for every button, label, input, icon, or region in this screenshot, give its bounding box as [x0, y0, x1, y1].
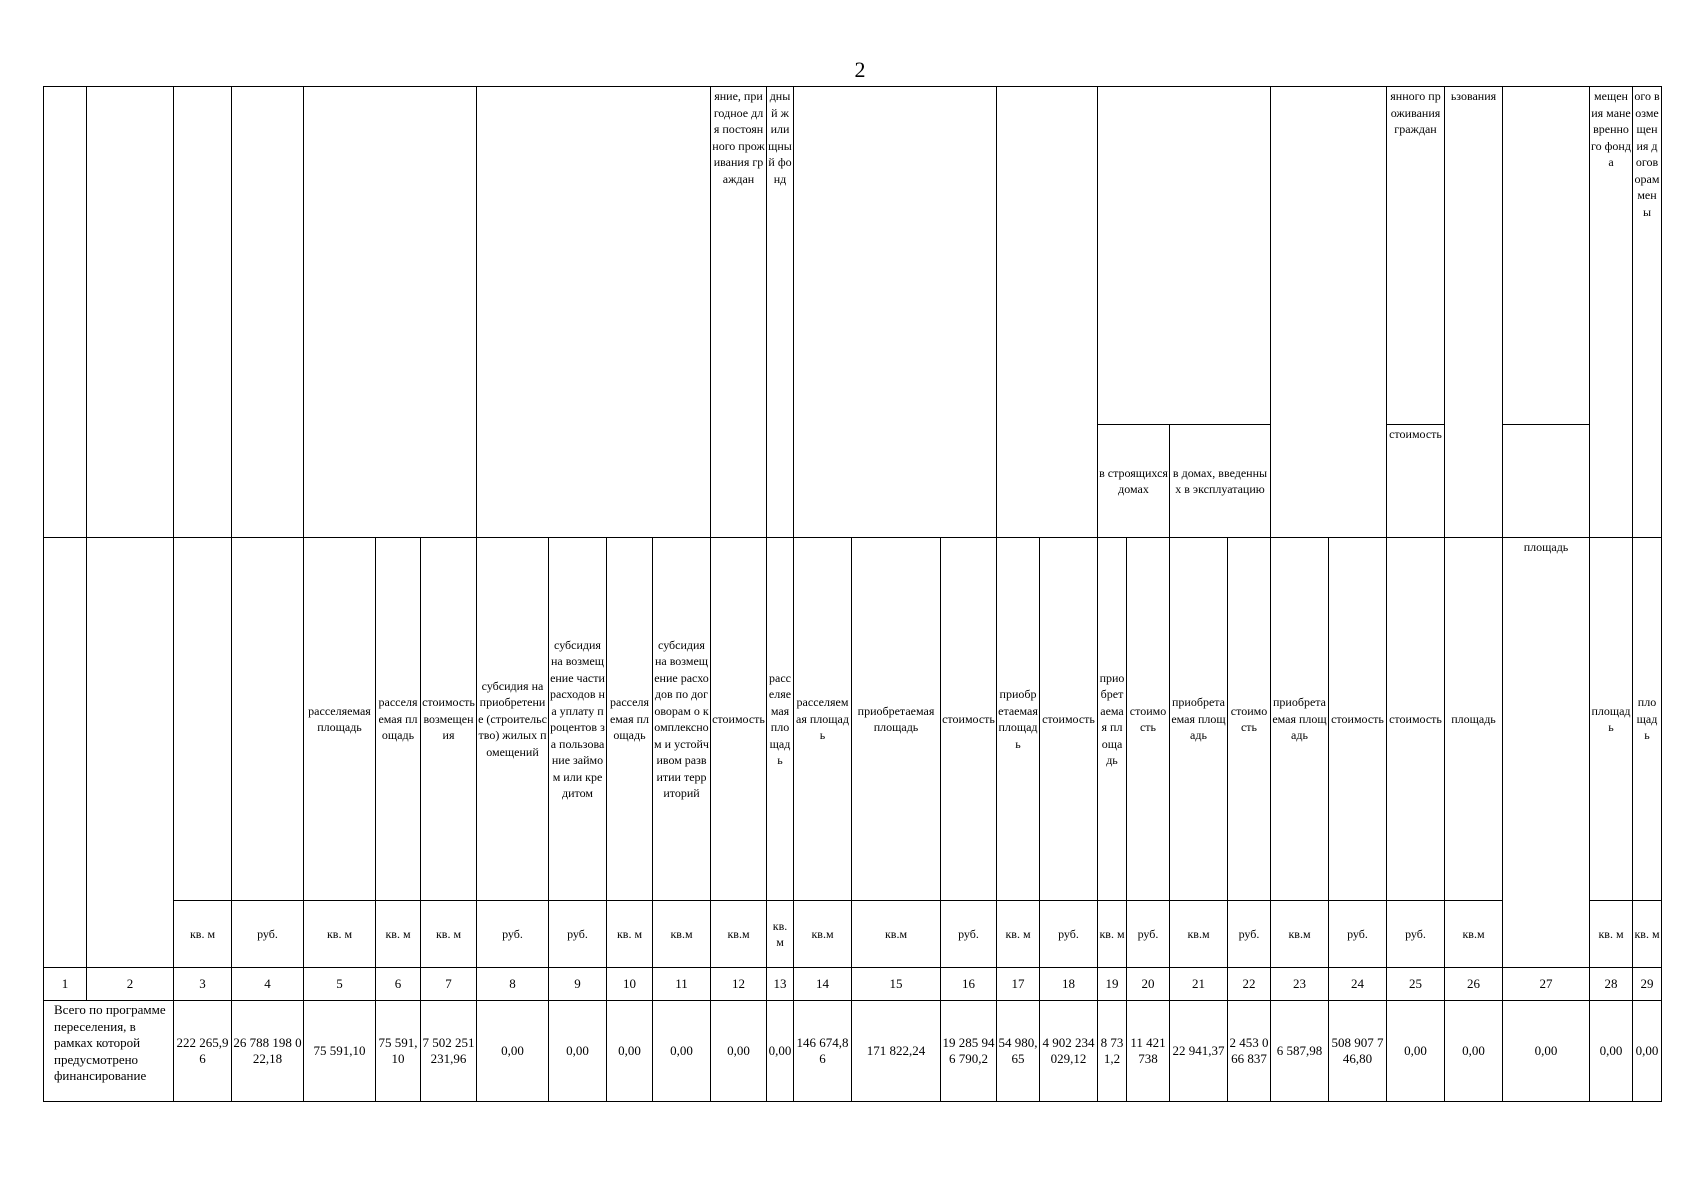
total-c14: 146 674,86: [794, 1001, 852, 1102]
unit-c24: руб.: [1329, 901, 1387, 968]
hdr-c5: расселяемая площадь: [304, 538, 376, 901]
total-c18: 4 902 234 029,12: [1040, 1001, 1098, 1102]
hdr-c9: субсидия на возмещение части расходов на уплату процентов за пользование займом или кредитом: [549, 538, 607, 901]
unit-c29: кв. м: [1633, 901, 1662, 968]
colnum: 27: [1503, 968, 1590, 1001]
unit-c23: кв.м: [1271, 901, 1329, 968]
units-row: [44, 901, 1662, 968]
unit-c4: руб.: [232, 901, 304, 968]
hdr-c4: [232, 538, 304, 901]
unit-c26: кв.м: [1445, 901, 1503, 968]
unit-c13: кв. м: [767, 901, 794, 968]
total-row-label: Всего по программе переселения, в рамках которой предусмотрено финансирование: [44, 1001, 174, 1102]
colnum: 13: [767, 968, 794, 1001]
total-c25: 0,00: [1387, 1001, 1445, 1102]
hdr-top-c27: [1503, 87, 1590, 425]
colnum: 12: [711, 968, 767, 1001]
colnum: 29: [1633, 968, 1662, 1001]
colnum: 19: [1098, 968, 1127, 1001]
page-number: 2: [854, 57, 866, 82]
unit-c14: кв.м: [794, 901, 852, 968]
total-c20: 11 421 738: [1127, 1001, 1170, 1102]
unit-c15: кв.м: [852, 901, 941, 968]
hdr-c26: площадь: [1445, 538, 1503, 901]
hdr-c16: стоимость: [941, 538, 997, 901]
unit-c6: кв. м: [376, 901, 421, 968]
hdr-top-c1: [44, 87, 87, 538]
total-c5: 75 591,10: [304, 1001, 376, 1102]
colnum: 11: [653, 968, 711, 1001]
unit-c16: руб.: [941, 901, 997, 968]
hdr-top-c14-16: [794, 87, 997, 538]
hdr-c1: [44, 538, 87, 968]
hdr-top-c12: яние, пригодное для постоянного проживания граждан: [711, 87, 767, 538]
colnum: 9: [549, 968, 607, 1001]
total-c27: 0,00: [1503, 1001, 1590, 1102]
hdr-top-c28: мещения маневренного фонда: [1590, 87, 1633, 538]
total-c8: 0,00: [477, 1001, 549, 1102]
hdr-sub-c27: [1503, 425, 1590, 538]
hdr-top-c19-22: [1098, 87, 1271, 425]
hdr-c24: стоимость: [1329, 538, 1387, 901]
total-c21: 22 941,37: [1170, 1001, 1228, 1102]
hdr-c21: приобретаемая площадь: [1170, 538, 1228, 901]
unit-c5: кв. м: [304, 901, 376, 968]
header-columns-row: [44, 538, 1662, 901]
unit-c8: руб.: [477, 901, 549, 968]
colnum: 5: [304, 968, 376, 1001]
colnum: 4: [232, 968, 304, 1001]
total-c17: 54 980,65: [997, 1001, 1040, 1102]
colnum: 7: [421, 968, 477, 1001]
colnum: 1: [44, 968, 87, 1001]
unit-c10: кв. м: [607, 901, 653, 968]
colnum: 10: [607, 968, 653, 1001]
unit-c17: кв. м: [997, 901, 1040, 968]
unit-c12: кв.м: [711, 901, 767, 968]
hdr-sub-c25: стоимость: [1387, 425, 1445, 538]
hdr-c13: расселяемая площадь: [767, 538, 794, 901]
column-numbers-row: [44, 968, 1662, 1001]
hdr-c28: площадь: [1590, 538, 1633, 901]
unit-c9: руб.: [549, 901, 607, 968]
colnum: 15: [852, 968, 941, 1001]
hdr-top-c5-7: [304, 87, 477, 538]
hdr-c12: стоимость: [711, 538, 767, 901]
colnum: 26: [1445, 968, 1503, 1001]
total-c13: 0,00: [767, 1001, 794, 1102]
hdr-c14: расселяемая площадь: [794, 538, 852, 901]
unit-c7: кв. м: [421, 901, 477, 968]
unit-c3: кв. м: [174, 901, 232, 968]
colnum: 6: [376, 968, 421, 1001]
hdr-c6: расселяемая площадь: [376, 538, 421, 901]
colnum: 16: [941, 968, 997, 1001]
colnum: 28: [1590, 968, 1633, 1001]
colnum: 2: [87, 968, 174, 1001]
total-c28: 0,00: [1590, 1001, 1633, 1102]
hdr-c2: [87, 538, 174, 968]
hdr-c15: приобретаемая площадь: [852, 538, 941, 901]
total-c29: 0,00: [1633, 1001, 1662, 1102]
colnum: 14: [794, 968, 852, 1001]
colnum: 25: [1387, 968, 1445, 1001]
hdr-top-c2: [87, 87, 174, 538]
colnum: 20: [1127, 968, 1170, 1001]
total-c4: 26 788 198 022,18: [232, 1001, 304, 1102]
unit-c25: руб.: [1387, 901, 1445, 968]
total-c24: 508 907 746,80: [1329, 1001, 1387, 1102]
hdr-c25: стоимость: [1387, 538, 1445, 901]
hdr-c22: стоимость: [1228, 538, 1271, 901]
unit-c18: руб.: [1040, 901, 1098, 968]
colnum: 17: [997, 968, 1040, 1001]
hdr-top-c26: ьзования: [1445, 87, 1503, 538]
hdr-top-c4: [232, 87, 304, 538]
hdr-top-c3: [174, 87, 232, 538]
hdr-c23: приобретаемая площадь: [1271, 538, 1329, 901]
unit-c20: руб.: [1127, 901, 1170, 968]
hdr-c19: приобретаемая площадь: [1098, 538, 1127, 901]
colnum: 22: [1228, 968, 1271, 1001]
header-top-row: [44, 87, 1662, 425]
hdr-top-c13: дный жилищный фонд: [767, 87, 794, 538]
colnum: 8: [477, 968, 549, 1001]
total-c9: 0,00: [549, 1001, 607, 1102]
colnum: 24: [1329, 968, 1387, 1001]
colnum: 18: [1040, 968, 1098, 1001]
hdr-top-c23-24: [1271, 87, 1387, 538]
colnum: 3: [174, 968, 232, 1001]
unit-c28: кв. м: [1590, 901, 1633, 968]
total-c26: 0,00: [1445, 1001, 1503, 1102]
hdr-top-c25: янного проживания граждан: [1387, 87, 1445, 425]
unit-c11: кв.м: [653, 901, 711, 968]
hdr-top-c29: ого возмещения договорам мены: [1633, 87, 1662, 538]
hdr-sub-operated: в домах, введенных в эксплуатацию: [1170, 425, 1271, 538]
hdr-c8: субсидия на приобретение (строительство) жилых помещений: [477, 538, 549, 901]
total-row: [44, 1001, 1662, 1102]
total-c22: 2 453 066 837: [1228, 1001, 1271, 1102]
hdr-sub-building: в строящихся домах: [1098, 425, 1170, 538]
colnum: 23: [1271, 968, 1329, 1001]
total-c12: 0,00: [711, 1001, 767, 1102]
total-c10: 0,00: [607, 1001, 653, 1102]
total-c7: 7 502 251 231,96: [421, 1001, 477, 1102]
hdr-c10: расселяемая площадь: [607, 538, 653, 901]
total-c23: 6 587,98: [1271, 1001, 1329, 1102]
hdr-c3: [174, 538, 232, 901]
total-c19: 8 731,2: [1098, 1001, 1127, 1102]
unit-c21: кв.м: [1170, 901, 1228, 968]
unit-c19: кв. м: [1098, 901, 1127, 968]
unit-c22: руб.: [1228, 901, 1271, 968]
hdr-top-c8-11: [477, 87, 711, 538]
hdr-c27: площадь: [1503, 538, 1590, 968]
resettlement-table: [43, 86, 1662, 1102]
total-c3: 222 265,96: [174, 1001, 232, 1102]
total-c15: 171 822,24: [852, 1001, 941, 1102]
hdr-c17: приобретаемая площадь: [997, 538, 1040, 901]
total-c11: 0,00: [653, 1001, 711, 1102]
hdr-c20: стоимость: [1127, 538, 1170, 901]
hdr-c29: площадь: [1633, 538, 1662, 901]
hdr-top-c17-18: [997, 87, 1098, 538]
hdr-c11: субсидия на возмещение расходов по договорам о комплексном и устойчивом развитии территорий: [653, 538, 711, 901]
hdr-c18: стоимость: [1040, 538, 1098, 901]
colnum: 21: [1170, 968, 1228, 1001]
total-c6: 75 591,10: [376, 1001, 421, 1102]
hdr-c7: стоимость возмещения: [421, 538, 477, 901]
total-c16: 19 285 946 790,2: [941, 1001, 997, 1102]
